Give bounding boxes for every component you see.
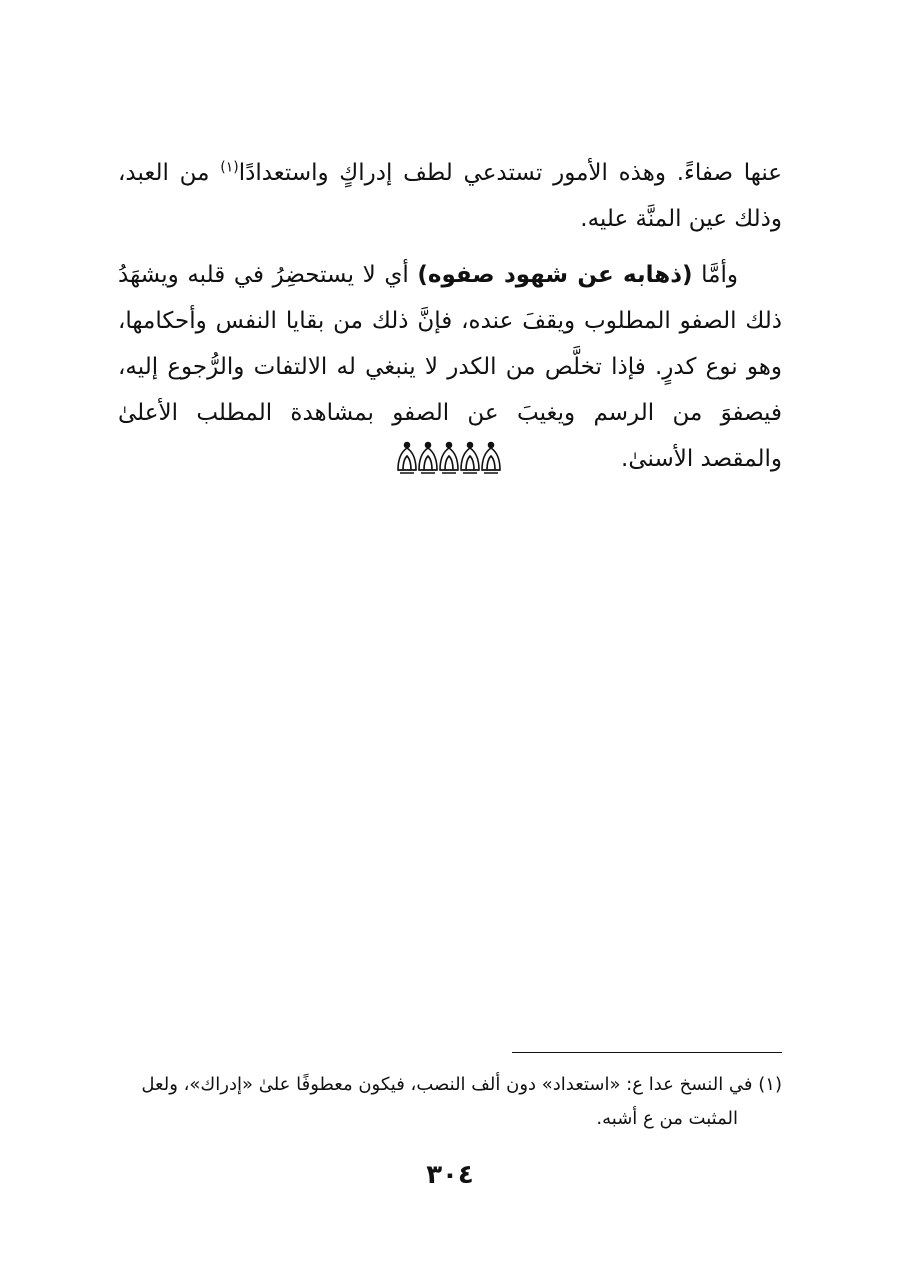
section-divider-ornament [380, 440, 520, 476]
page-number: ٣٠٤ [426, 1160, 474, 1190]
paragraph-1 [118, 150, 782, 242]
footnote-separator [512, 1052, 782, 1053]
footnote-reference[interactable]: (١) [220, 159, 239, 176]
paragraph-1-text-b: من العبد، وذلك عين المنَّة عليه. [118, 160, 782, 232]
paragraph-2-bold-phrase: (ذهابه عن شهود صفوه) [417, 262, 693, 288]
paragraph-2-text: أي لا يستحضِرُ في قلبه ويشهَدُ ذلك الصفو المطلوب ويقفَ عنده، فإنَّ ذلك من بقايا النفس وأحكامها، وهو نوع كدرٍ. فإذا تخلَّص من الكدر لا ينبغي له الالتفات والرُّجوع إليه، فيصفوَ من الرسم ويغيبَ عن الصفو بمشاهدة المطلب الأعلىٰ والمقصد الأسنىٰ. [118, 262, 782, 472]
paragraph-2-lead: وأمَّا [692, 262, 738, 288]
footnote-line-2: المثبت من ع أشبه. [596, 1108, 738, 1129]
paragraph-1-text-a: عنها صفاءً. وهذه الأمور تستدعي لطف إدراكٍ واستعدادًا [238, 160, 783, 186]
footnote-line-1: (١) في النسخ عدا ع: «استعداد» دون ألف النصب، فيكون معطوفًا علىٰ «إدراك»، ولعل [141, 1074, 782, 1095]
footnote [118, 1068, 782, 1136]
